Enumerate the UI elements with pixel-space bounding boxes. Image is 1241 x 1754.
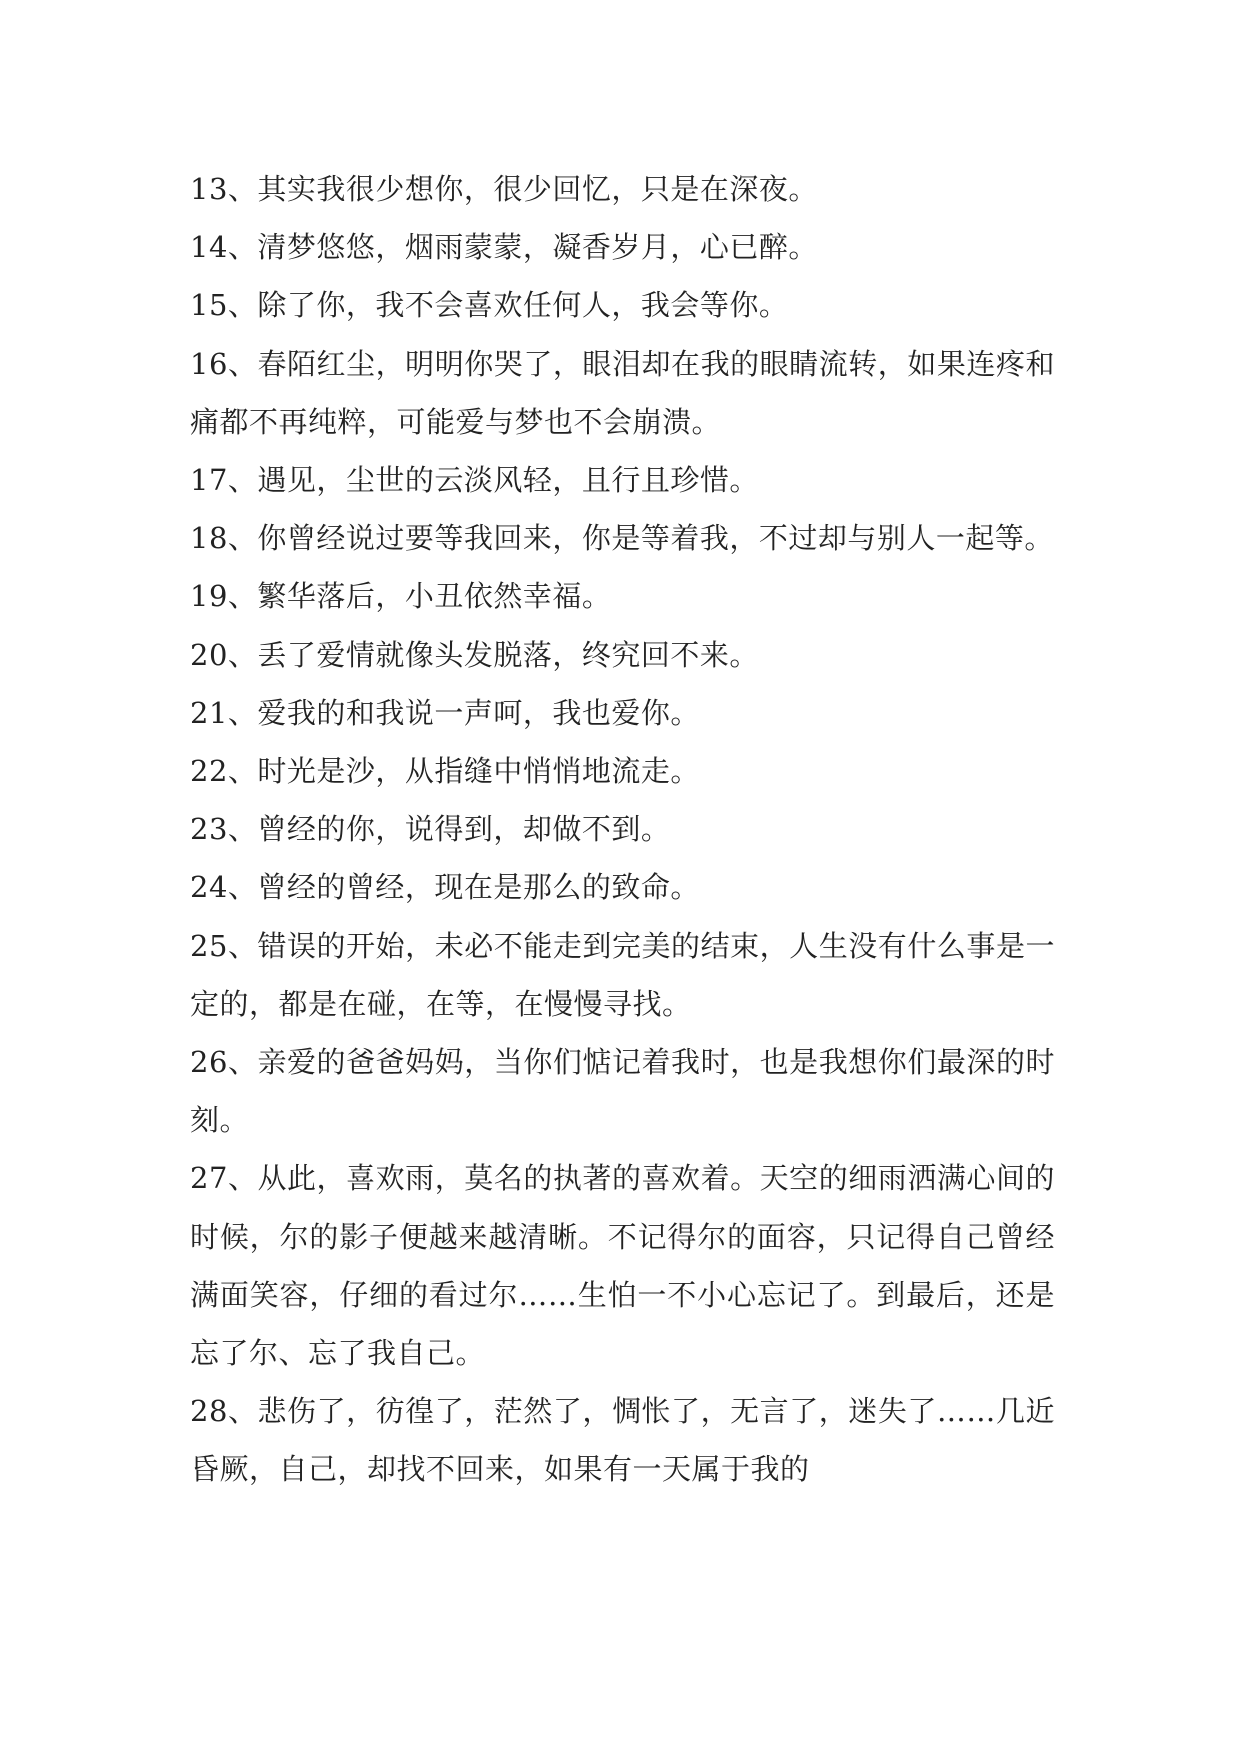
- paragraph-16: 16、春陌红尘，明明你哭了，眼泪却在我的眼睛流转，如果连疼和痛都不再纯粹，可能爱与梦也不会崩溃。: [190, 346, 1055, 439]
- paragraph-14: 14、清梦悠悠，烟雨蒙蒙，凝香岁月，心已醉。: [190, 230, 818, 265]
- paragraph-13: 13、其实我很少想你，很少回忆，只是在深夜。: [190, 172, 818, 206]
- paragraph-20: 20、丢了爱情就像头发脱落，终究回不来。: [190, 637, 759, 672]
- paragraph-21: 21、爱我的和我说一声呵，我也爱你。: [190, 695, 700, 730]
- paragraph-22: 22、时光是沙，从指缝中悄悄地流走。: [190, 754, 700, 789]
- paragraph-19: 19、繁华落后，小丑依然幸福。: [190, 579, 612, 614]
- paragraph-27: 27、从此，喜欢雨，莫名的执著的喜欢着。天空的细雨洒满心间的时候，尔的影子便越来越清晰。不记得尔的面容，只记得自己曾经满面笑容，仔细的看过尔……生怕一不小心忘记了。到最后，还是忘了尔、忘了我自己。: [190, 1161, 1055, 1371]
- paragraph-15: 15、除了你，我不会喜欢任何人，我会等你。: [190, 288, 789, 323]
- paragraph-23: 23、曾经的你，说得到，却做不到。: [190, 812, 671, 847]
- paragraph-26: 26、亲爱的爸爸妈妈，当你们惦记着我时，也是我想你们最深的时刻。: [190, 1045, 1055, 1138]
- paragraph-28: 28、悲伤了，彷徨了，茫然了，惆怅了，无言了，迷失了……几近昏厥，自己，却找不回来，如果有一天属于我的: [190, 1394, 1055, 1487]
- paragraph-17: 17、遇见，尘世的云淡风轻，且行且珍惜。: [190, 463, 759, 498]
- paragraph-25: 25、错误的开始，未必不能走到完美的结束，人生没有什么事是一定的，都是在碰，在等，在慢慢寻找。: [190, 928, 1055, 1021]
- paragraph-18: 18、你曾经说过要等我回来，你是等着我，不过却与别人一起等。: [190, 521, 1054, 556]
- paragraph-24: 24、曾经的曾经，现在是那么的致命。: [190, 870, 700, 905]
- document-body: [190, 160, 1055, 1499]
